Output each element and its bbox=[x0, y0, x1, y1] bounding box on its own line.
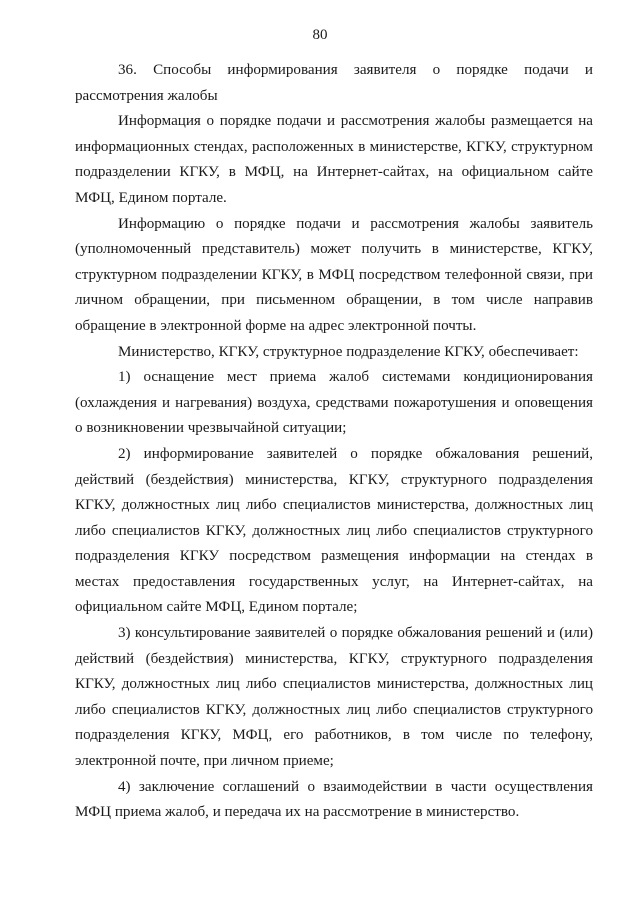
list-item: 3) консультирование заявителей о порядке обжалования решений и (или) действий (бездействия) министерства, КГКУ, структурного подразделения КГКУ, должностных лиц либо специалистов министерства, должностных лиц либо специалистов КГКУ, должностных лиц либо специалистов структурного подразделения КГКУ, МФЦ, его работников, в том числе по телефону, электронной почте, при личном приеме; bbox=[75, 625, 593, 770]
list-item: 1) оснащение мест приема жалоб системами кондиционирования (охлаждения и нагревания) воздуха, средствами пожаротушения и оповещения о возникновении чрезвычайной ситуации; bbox=[75, 369, 593, 437]
document-body bbox=[75, 58, 593, 826]
paragraph: Министерство, КГКУ, структурное подразделение КГКУ, обеспечивает: bbox=[118, 343, 579, 360]
paragraph: Информацию о порядке подачи и рассмотрения жалобы заявитель (уполномоченный представитель) может получить в министерстве, КГКУ, структурном подразделении КГКУ, в МФЦ посредством телефонной связи, при личном обращении, при письменном обращении, в том числе направив обращение в электронной форме на адрес электронной почты. bbox=[75, 215, 593, 334]
paragraph: Информация о порядке подачи и рассмотрения жалобы размещается на информационных стендах, расположенных в министерстве, КГКУ, структурном подразделении КГКУ, в МФЦ, на Интернет-сайтах, на официальном сайте МФЦ, Едином портале. bbox=[75, 113, 593, 206]
section-heading: 36. Способы информирования заявителя о порядке подачи и рассмотрения жалобы bbox=[75, 62, 593, 104]
list-item: 2) информирование заявителей о порядке обжалования решений, действий (бездействия) министерства, КГКУ, структурного подразделения КГКУ, должностных лиц либо специалистов министерства, должностных лиц либо специалистов КГКУ, должностных лиц либо специалистов структурного подразделения КГКУ посредством размещения информации на стендах в местах предоставления государственных услуг, на Интернет-сайтах, на официальном сайте МФЦ, Едином портале; bbox=[75, 445, 593, 616]
page-number: 80 bbox=[312, 27, 328, 43]
list-item: 4) заключение соглашений о взаимодействии в части осуществления МФЦ приема жалоб, и передача их на рассмотрение в министерство. bbox=[75, 778, 593, 821]
